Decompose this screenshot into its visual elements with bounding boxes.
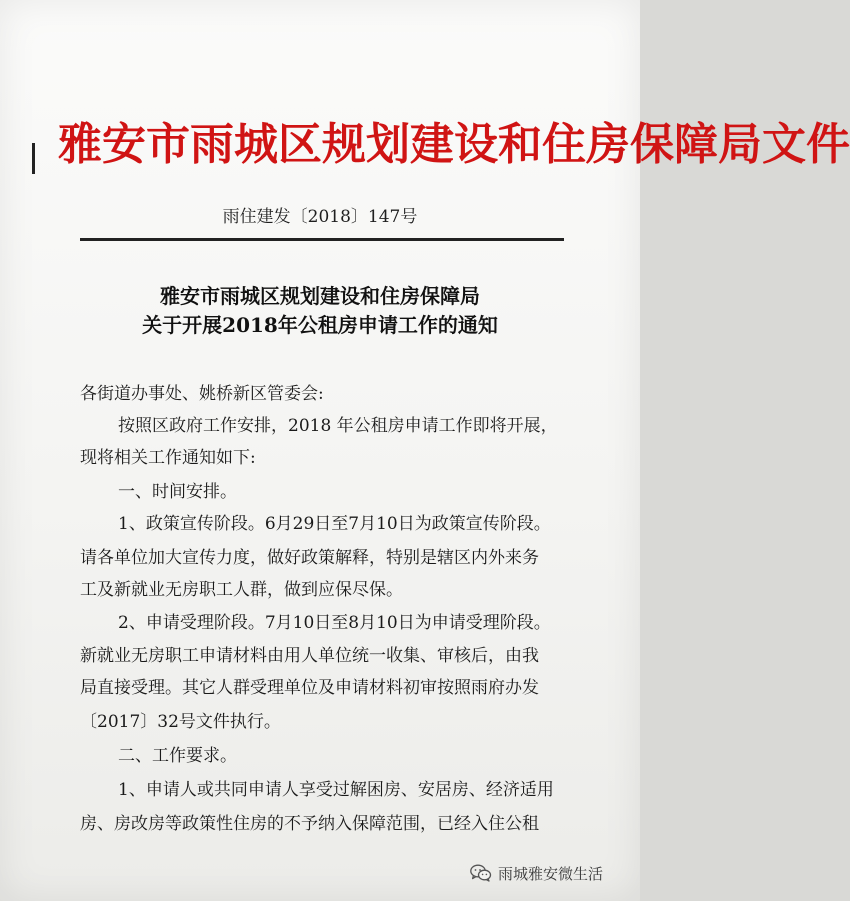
- wechat-icon: [470, 864, 492, 882]
- body-paragraph-line: 请各单位加大宣传力度，做好政策解释，特别是辖区内外来务: [80, 548, 539, 568]
- body-paragraph-line: 房、房改房等政策性住房的不予纳入保障范围，已经入住公租: [80, 814, 539, 834]
- watermark-brand: [470, 860, 603, 886]
- brand-label: 雨城雅安微生活: [498, 864, 604, 883]
- notice-title-line1: 雅安市雨城区规划建设和住房保障局: [160, 284, 480, 308]
- section-heading: 一、时间安排。: [118, 482, 237, 502]
- body-paragraph-line: 按照区政府工作安排，2018 年公租房申请工作即将开展，: [118, 416, 558, 436]
- doc-number: 雨住建发〔2018〕147号: [222, 207, 418, 227]
- header-divider: [80, 238, 564, 241]
- salutation: 各街道办事处、姚桥新区管委会:: [80, 384, 324, 404]
- body-paragraph-line: 工及新就业无房职工人群，做到应保尽保。: [80, 580, 403, 600]
- section-heading: 二、工作要求。: [118, 746, 237, 766]
- body-paragraph-line: 2、申请受理阶段。7月10日至8月10日为申请受理阶段。: [118, 613, 551, 633]
- body-paragraph-line: 局直接受理。其它人群受理单位及申请材料初审按照雨府办发: [80, 678, 539, 698]
- body-paragraph-line: 1、申请人或共同申请人享受过解困房、安居房、经济适用: [118, 780, 554, 800]
- body-paragraph-line: 1、政策宣传阶段。6月29日至7月10日为政策宣传阶段。: [118, 514, 551, 534]
- org-title: 雅安市雨城区规划建设和住房保障局文件: [58, 119, 850, 170]
- notice-title-line2: 关于开展2018年公租房申请工作的通知: [142, 313, 498, 337]
- body-paragraph-line: 新就业无房职工申请材料由用人单位统一收集、审核后，由我: [80, 646, 539, 666]
- margin-mark: [32, 143, 35, 174]
- body-paragraph-line: 〔2017〕32号文件执行。: [80, 712, 281, 732]
- body-paragraph-line: 现将相关工作通知如下:: [80, 448, 256, 468]
